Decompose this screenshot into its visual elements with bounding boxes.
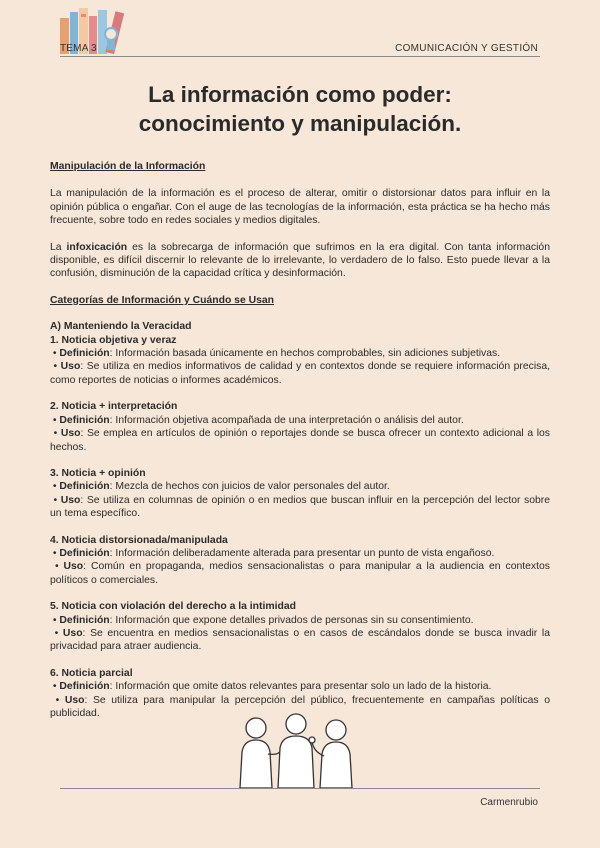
section-heading: Categorías de Información y Cuándo se Usan: [50, 294, 275, 306]
item-use: • Uso: Se utiliza para manipular la percepción del público, frecuentemente en campañas políticas o publicidad.: [50, 694, 550, 719]
paragraph: La infoxicación es la sobrecarga de información que sufrimos en la era digital. Con tanta información disponible, es difícil discernir lo relevante de lo irrelevante, lo verdadero de lo falso. Esto puede llevar a la confusión, disminución de la capacidad crítica y desinformación.: [50, 241, 550, 280]
item-title: 6. Noticia parcial: [50, 667, 133, 679]
page-header: [0, 0, 600, 62]
item-use: • Uso: Se utiliza en medios informativos de calidad y en contextos donde se requiere información precisa, como reportes de noticias o informes académicos.: [50, 361, 550, 386]
item-title: 2. Noticia + interpretación: [50, 401, 178, 413]
item-title: 1. Noticia objetiva y veraz: [50, 334, 177, 346]
item-title: 3. Noticia + opinión: [50, 467, 146, 479]
list-item: [50, 534, 550, 588]
people-discussing-illustration: [232, 712, 360, 788]
item-use: • Uso: Se emplea en artículos de opinión o reportajes donde se busca ofrecer un contexto adicional a los hechos.: [50, 428, 550, 453]
category-heading: A) Manteniendo la Veracidad: [50, 321, 192, 333]
topic-label: TEMA 3: [60, 43, 97, 54]
item-use: • Uso: Se utiliza en columnas de opinión o en medios que buscan influir en la percepción del lector sobre un tema específico.: [50, 494, 550, 520]
item-definition: • Definición: Información objetiva acompañada de una interpretación o análisis del autor.: [50, 414, 464, 426]
item-use: • Uso: Común en propaganda, medios sensacionalistas o para manipular a la audiencia en contextos políticos o comerciales.: [50, 561, 550, 586]
list-item: [50, 400, 550, 454]
header-divider: [60, 56, 540, 57]
title-line-1: La información como poder:: [148, 82, 452, 107]
item-definition: • Definición: Información que expone detalles privados de personas sin su consentimiento.: [50, 614, 474, 626]
item-definition: • Definición: Información basada únicamente en hechos comprobables, sin adiciones subjetivas.: [50, 348, 501, 360]
list-item: [50, 600, 550, 654]
list-item: [50, 467, 550, 521]
item-title: 4. Noticia distorsionada/manipulada: [50, 534, 228, 546]
title-line-2: conocimiento y manipulación.: [138, 111, 462, 136]
footer-divider: [60, 788, 540, 789]
item-definition: • Definición: Mezcla de hechos con juicios de valor personales del autor.: [50, 481, 390, 493]
document-body: [50, 160, 550, 720]
subject-label: COMUNICACIÓN Y GESTIÓN: [395, 43, 538, 54]
list-item: [50, 334, 550, 388]
item-use: • Uso: Se encuentra en medios sensacionalistas o en casos de escándalos donde se busca invadir la privacidad para atraer audiencia.: [50, 627, 550, 653]
item-definition: • Definición: Información que omite datos relevantes para presentar solo un lado de la historia.: [50, 681, 492, 693]
section-heading: Manipulación de la Información: [50, 161, 206, 172]
page-title: [0, 80, 600, 138]
author-label: Carmenrubio: [480, 797, 538, 808]
item-definition: • Definición: Información deliberadamente alterada para presentar un punto de vista engañoso.: [50, 547, 495, 559]
paragraph: La manipulación de la información es el proceso de alterar, omitir o distorsionar datos para influir en la opinión pública o engañar. Con el auge de las tecnologías de la información, esta práctica se ha hecho más frecuente, sobre todo en redes sociales y medios digitales.: [50, 188, 550, 227]
item-title: 5. Noticia con violación del derecho a la intimidad: [50, 601, 296, 613]
